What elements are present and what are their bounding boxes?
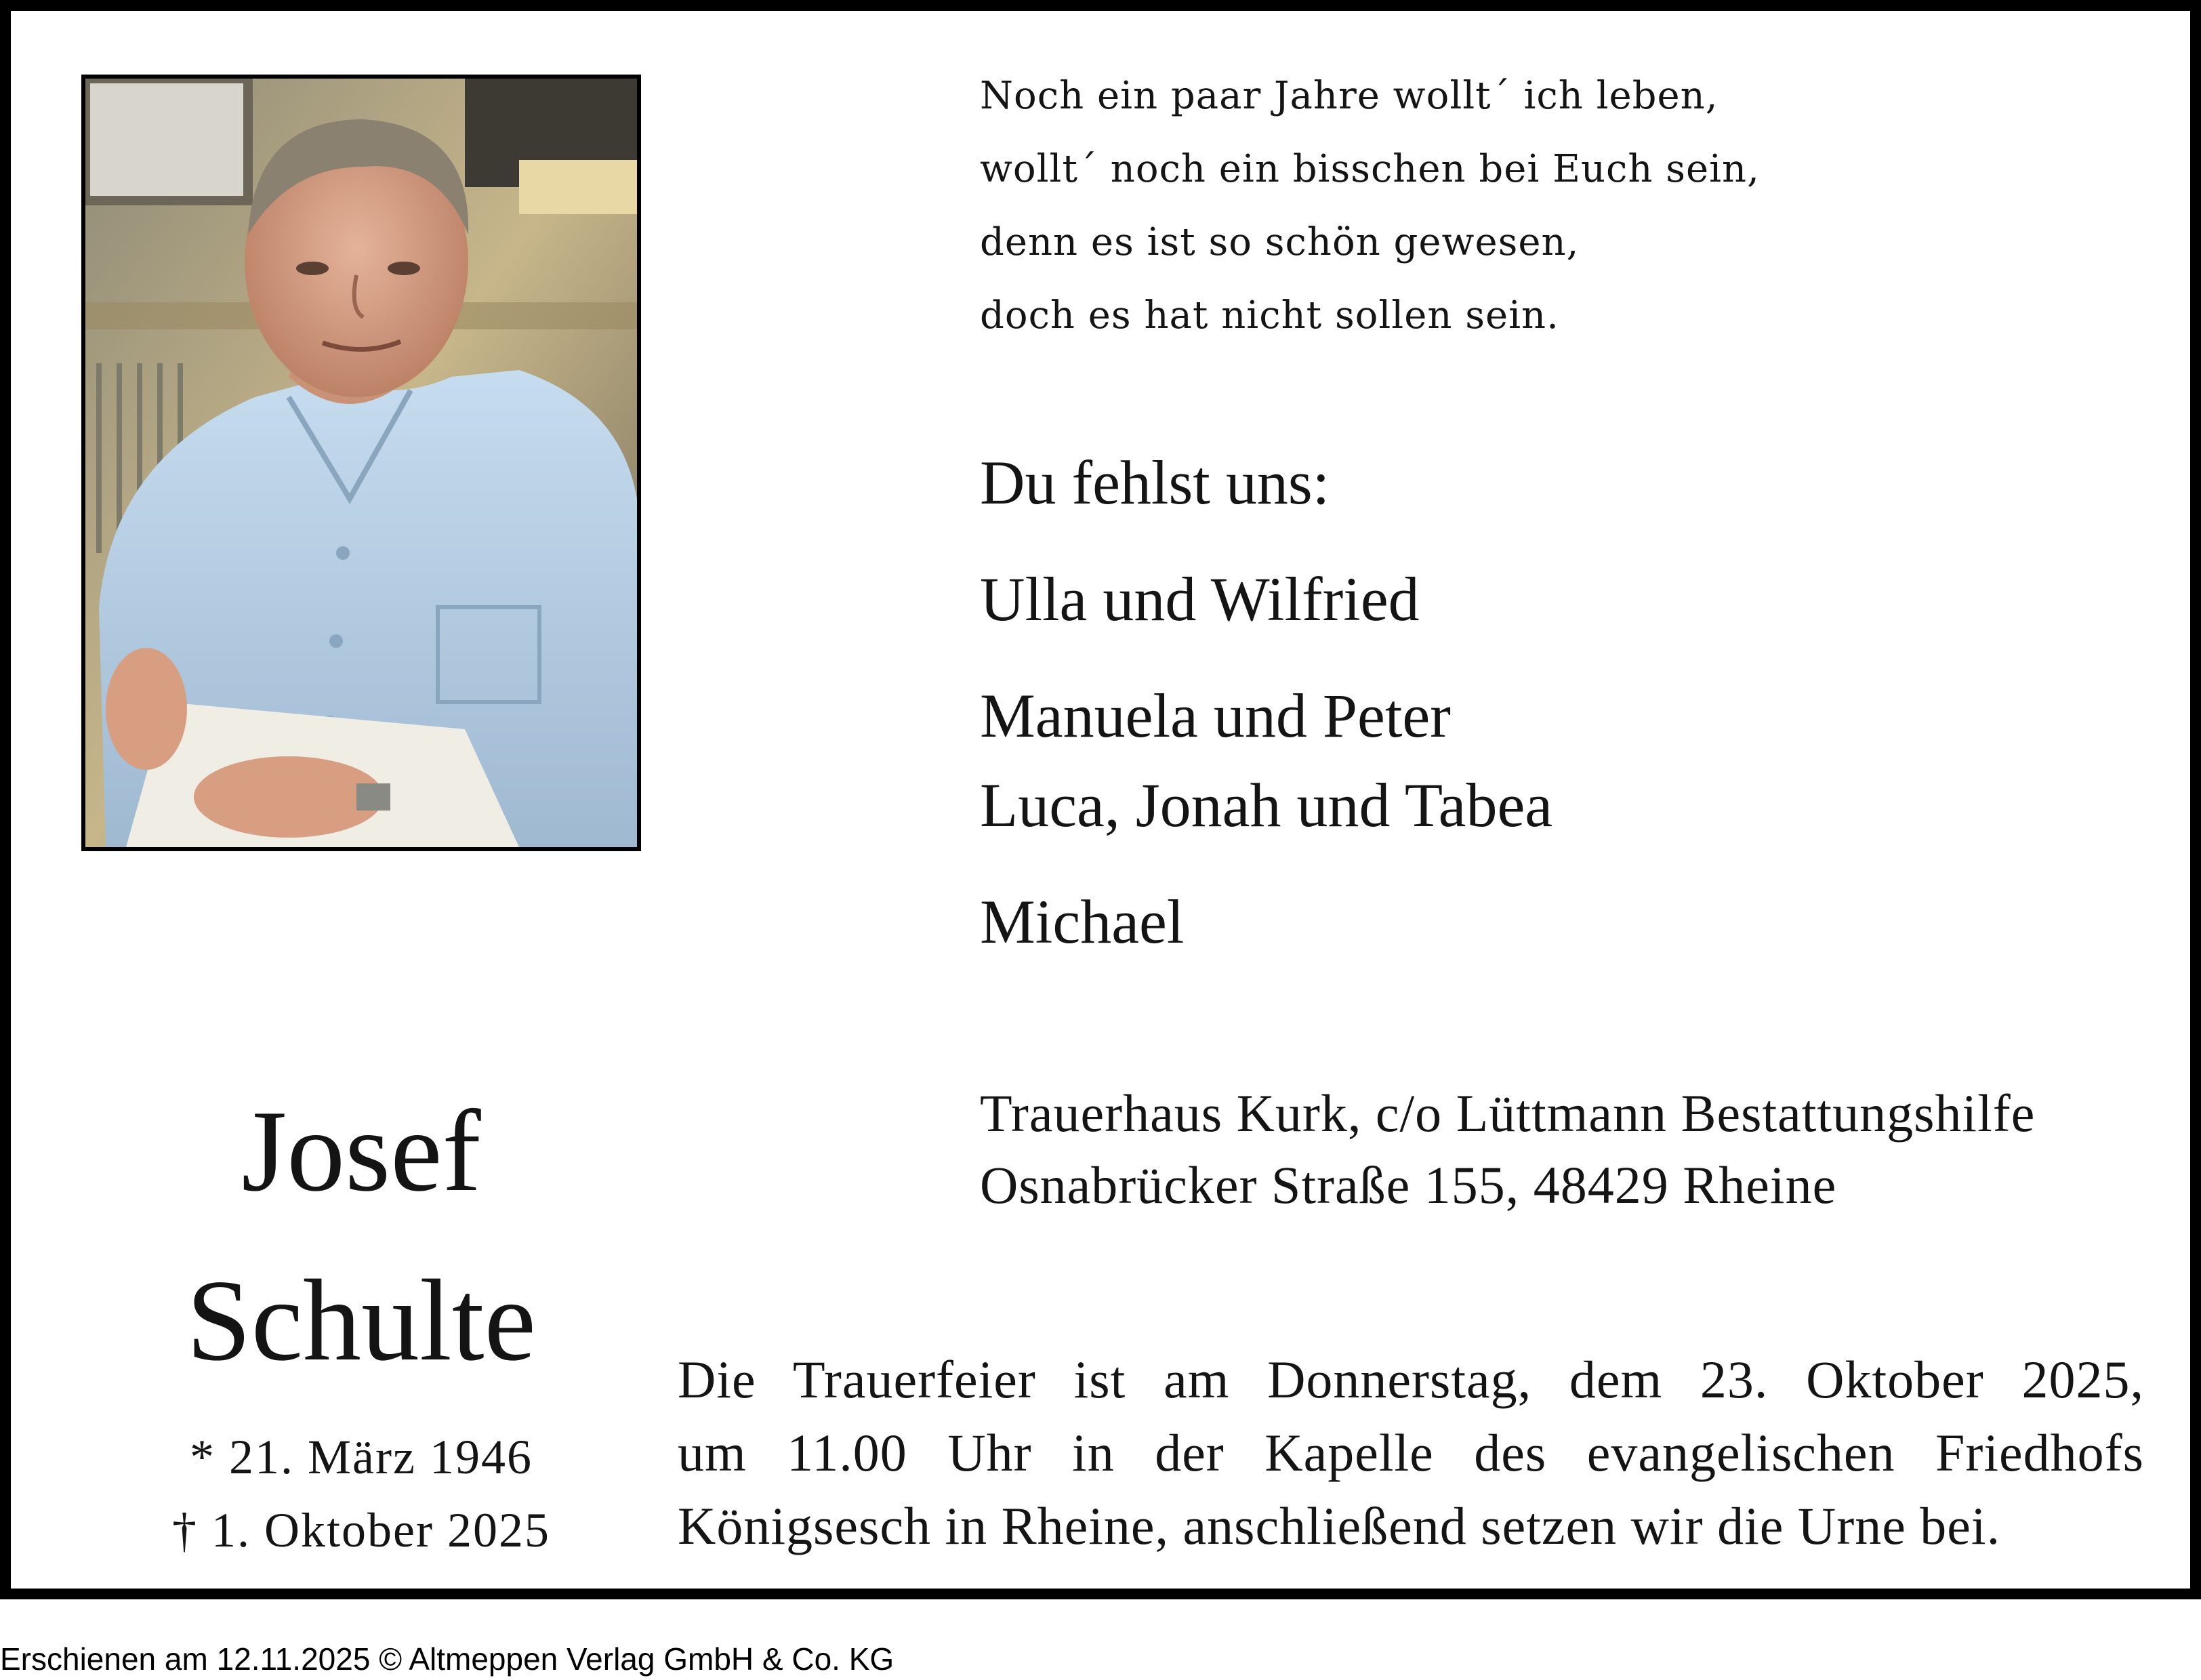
last-name: Schulte bbox=[186, 1256, 536, 1385]
publication-footer: Erschienen am 12.11.2025 © Altmeppen Verlag GmbH & Co. KG bbox=[0, 1641, 894, 1677]
portrait-photo bbox=[81, 75, 641, 851]
address-line: Osnabrücker Straße 155, 48429 Rheine bbox=[980, 1155, 1837, 1214]
mourner-group: Luca, Jonah und Tabea bbox=[980, 771, 1553, 840]
mourners-list bbox=[980, 438, 1552, 966]
poem-line: wollt´ noch ein bisschen bei Euch sein, bbox=[980, 147, 1760, 191]
mourning-house-address bbox=[980, 1078, 2035, 1221]
poem bbox=[980, 60, 1760, 352]
life-dates bbox=[81, 1420, 641, 1567]
first-name: Josef bbox=[241, 1087, 481, 1216]
poem-line: denn es ist so schön gewesen, bbox=[980, 220, 1580, 264]
service-line: Die Trauerfeier ist am Donnerstag, dem 23. Oktober 2025, bbox=[678, 1350, 2144, 1409]
mourner-group: Manuela und Peter bbox=[980, 681, 1451, 750]
mourner-group: Ulla und Wilfried bbox=[980, 565, 1420, 634]
funeral-service-info bbox=[678, 1343, 2144, 1563]
deceased-name bbox=[81, 1067, 641, 1406]
mourners-heading: Du fehlst uns: bbox=[980, 448, 1330, 517]
mourner-group: Michael bbox=[980, 887, 1185, 956]
service-line: um 11.00 Uhr in der Kapelle des evangelischen Friedhofs bbox=[678, 1423, 2144, 1482]
poem-line: doch es hat nicht sollen sein. bbox=[980, 293, 1559, 337]
service-line: Königsesch in Rheine, anschließend setzen wir die Urne bei. bbox=[678, 1496, 2001, 1555]
address-line: Trauerhaus Kurk, c/o Lüttmann Bestattungshilfe bbox=[980, 1084, 2036, 1143]
death-date: † 1. Oktober 2025 bbox=[172, 1503, 550, 1557]
portrait-illustration bbox=[85, 79, 637, 847]
birth-date: * 21. März 1946 bbox=[190, 1430, 533, 1484]
poem-line: Noch ein paar Jahre wollt´ ich leben, bbox=[980, 74, 1719, 118]
